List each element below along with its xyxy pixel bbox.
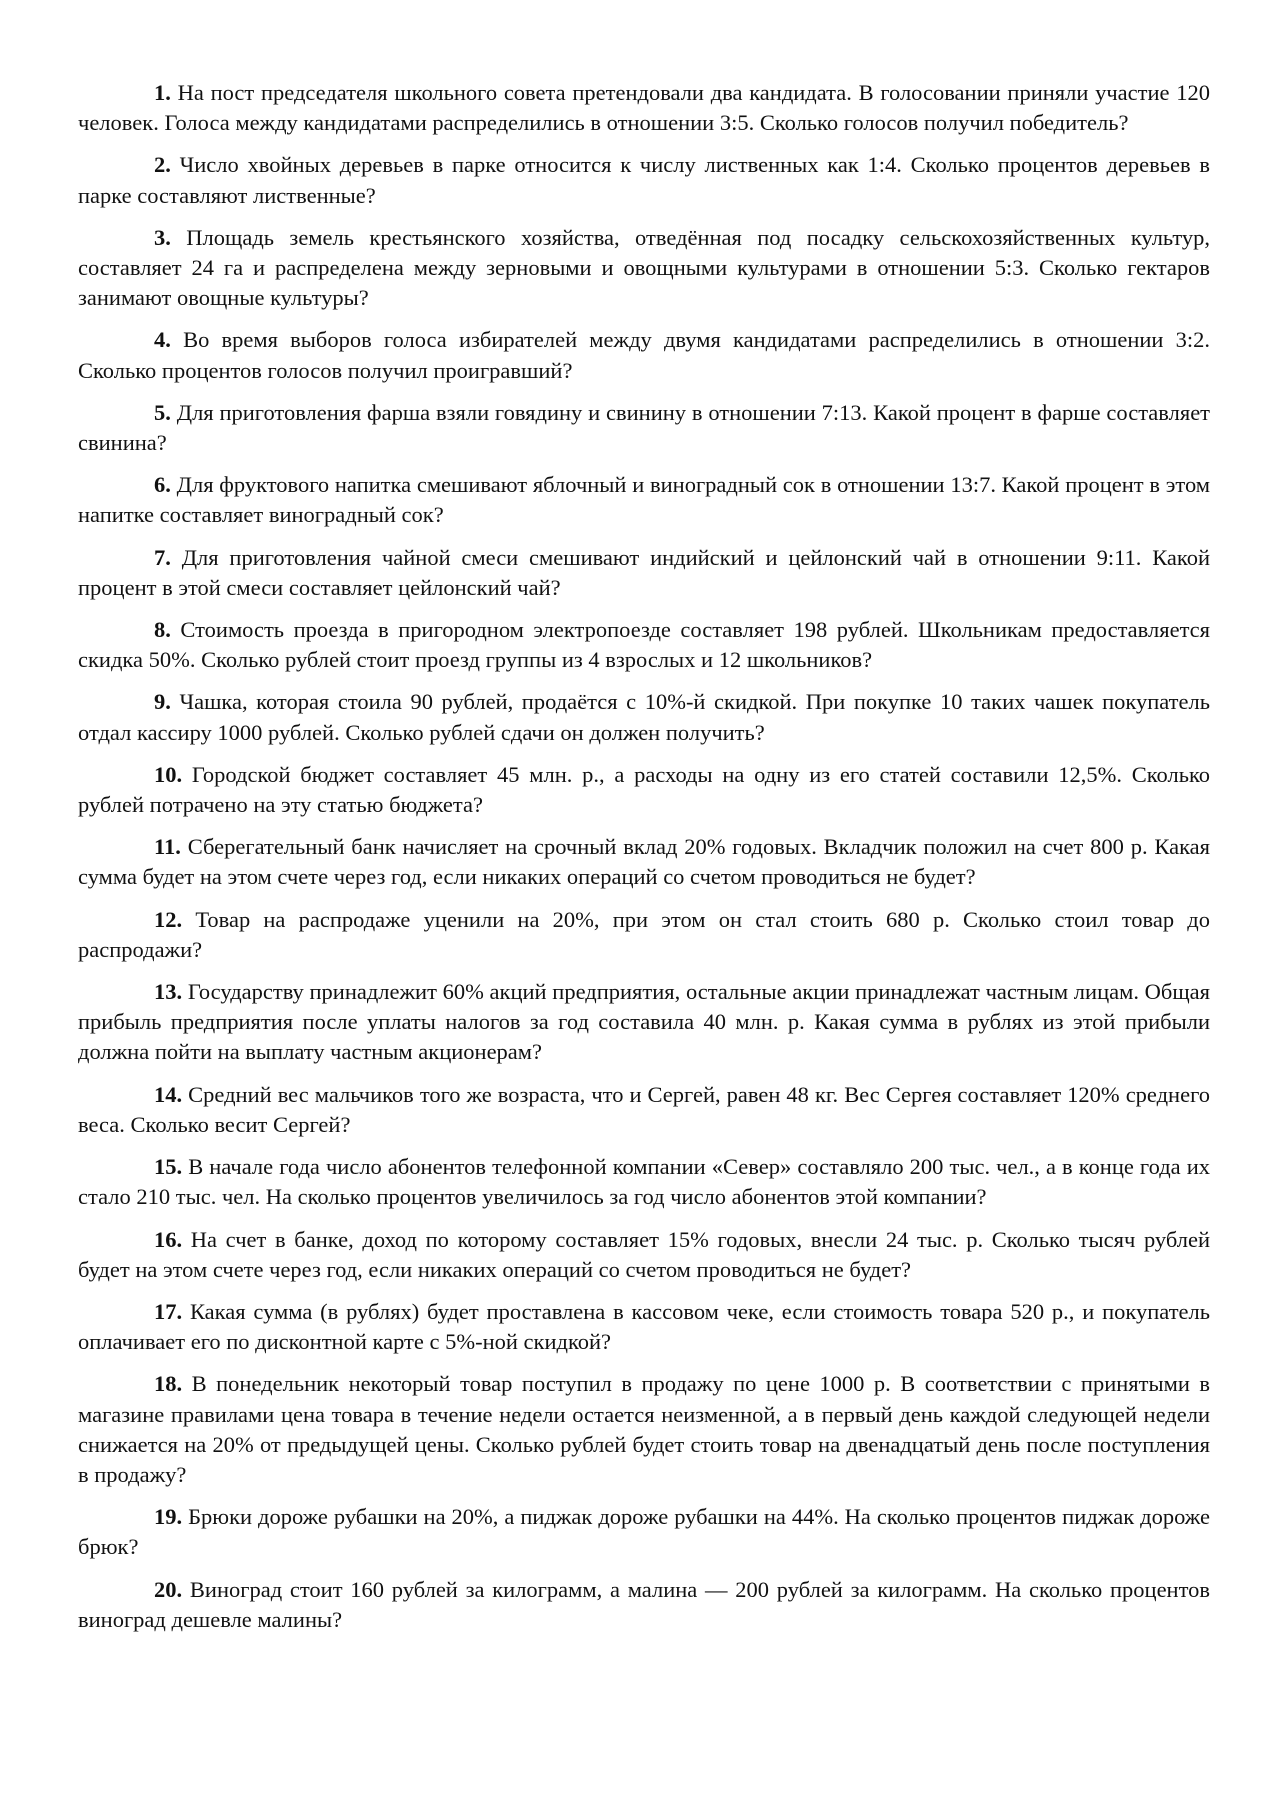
problem-item xyxy=(78,615,1210,675)
problem-text: На пост председателя школьного совета претендовали два кандидата. В голосовании приняли участие 120 человек. Голоса между кандидатами распределились в отношении 3:5. Сколько голосов получил победитель? xyxy=(78,80,1210,136)
problem-text: Для приготовления фарша взяли говядину и свинину в отношении 7:13. Какой процент в фарше составляет свинина? xyxy=(78,399,1211,456)
problem-item xyxy=(78,398,1210,458)
problem-text: Средний вес мальчиков того же возраста, что и Сергей, равен 48 кг. Вес Сергея составляет 120% среднего веса. Сколько весит Сергей? xyxy=(78,1081,1211,1137)
problem-number: 14. xyxy=(154,1081,183,1107)
problem-item xyxy=(78,1575,1210,1635)
problem-item xyxy=(78,223,1210,314)
problem-number: 8. xyxy=(154,617,171,643)
problem-number: 17. xyxy=(154,1298,183,1324)
problem-number: 3. xyxy=(154,224,171,250)
problem-item xyxy=(78,977,1210,1068)
problem-number: 13. xyxy=(154,979,183,1005)
problem-number: 16. xyxy=(154,1226,183,1252)
problem-number: 2. xyxy=(154,152,171,178)
problem-number: 1. xyxy=(154,80,171,105)
problem-number: 18. xyxy=(154,1371,183,1397)
problem-item xyxy=(78,1297,1210,1357)
problem-item xyxy=(78,832,1210,892)
problem-item xyxy=(78,687,1210,747)
problem-text: На счет в банке, доход по которому составляет 15% годовых, внесли 24 тыс. р. Сколько тысяч рублей будет на этом счете через год, если никаких операций со счетом проводиться не будет? xyxy=(78,1226,1210,1282)
problem-number: 19. xyxy=(154,1504,183,1530)
problem-item xyxy=(78,1152,1210,1212)
problem-text: Товар на распродаже уценили на 20%, при этом он стал стоить 680 р. Сколько стоил товар до распродажи? xyxy=(78,906,1210,962)
problem-number: 11. xyxy=(154,834,181,860)
problem-text: Для фруктового напитка смешивают яблочный и виноградный сок в отношении 13:7. Какой процент в этом напитке составляет виноградный сок? xyxy=(78,472,1211,528)
problem-item xyxy=(78,1080,1210,1140)
problem-number: 10. xyxy=(154,761,183,787)
problem-item xyxy=(78,543,1210,603)
problem-text: Стоимость проезда в пригородном электропоезде составляет 198 рублей. Школьникам предоставляется скидка 50%. Сколько рублей стоит проезд группы из 4 взрослых и 12 школьников? xyxy=(78,617,1211,673)
problem-item xyxy=(78,1369,1210,1490)
problem-text: Какая сумма (в рублях) будет проставлена в кассовом чеке, если стоимость товара 520 р., и покупатель оплачивает его по дисконтной карте с 5%-ной скидкой? xyxy=(78,1298,1210,1355)
problem-number: 5. xyxy=(154,399,171,425)
problem-item xyxy=(78,1502,1210,1562)
problem-text: В начале года число абонентов телефонной компании «Север» составляло 200 тыс. чел., а в конце года их стало 210 тыс. чел. На сколько процентов увеличилось за год число абонентов этой компании? xyxy=(78,1154,1211,1210)
problem-number: 4. xyxy=(154,327,171,353)
problem-text: Во время выборов голоса избирателей между двумя кандидатами распределились в отношении 3:2. Сколько процентов голосов получил проигравший? xyxy=(78,327,1210,383)
problem-text: Государству принадлежит 60% акций предприятия, остальные акции принадлежат частным лицам. Общая прибыль предприятия после уплаты налогов за год составила 40 млн. р. Какая сумма в рублях из этой прибыли должна пойти на выплату частным акционерам? xyxy=(78,979,1211,1065)
problem-text: Для приготовления чайной смеси смешивают индийский и цейлонский чай в отношении 9:11. Какой процент в этой смеси составляет цейлонский чай? xyxy=(78,544,1211,600)
problem-text: Площадь земель крестьянского хозяйства, отведённая под посадку сельскохозяйственных культур, составляет 24 га и распределена между зерновыми и овощными культурами в отношении 5:3. Сколько гектаров занимают овощные культуры? xyxy=(78,224,1210,311)
problem-text: Чашка, которая стоила 90 рублей, продаётся с 10%-й скидкой. При покупке 10 таких чашек покупатель отдал кассиру 1000 рублей. Сколько рублей сдачи он должен получить? xyxy=(78,689,1210,745)
problem-number: 12. xyxy=(154,906,183,932)
problem-text: Брюки дороже рубашки на 20%, а пиджак дороже рубашки на 44%. На сколько процентов пиджак дороже брюк? xyxy=(78,1504,1210,1560)
problem-text: Число хвойных деревьев в парке относится к числу лиственных как 1:4. Сколько процентов деревьев в парке составляют лиственные? xyxy=(78,152,1211,208)
problem-number: 20. xyxy=(154,1576,183,1602)
problem-number: 9. xyxy=(154,689,171,715)
problem-item xyxy=(78,905,1210,965)
problem-item xyxy=(78,325,1210,385)
problem-text: В понедельник некоторый товар поступил в продажу по цене 1000 р. В соответствии с принятыми в магазине правилами цена товара в течение недели остается неизменной, а в первый день каждой следующей недели снижается на 20% от предыдущей цены. Сколько рублей будет стоить товар на двенадцатый день после поступления в продажу? xyxy=(78,1371,1210,1487)
problem-item xyxy=(78,150,1210,210)
problem-text: Городской бюджет составляет 45 млн. р., а расходы на одну из его статей составили 12,5%. Сколько рублей потрачено на эту статью бюджета? xyxy=(78,761,1210,818)
problem-item xyxy=(78,1225,1210,1285)
problem-text: Виноград стоит 160 рублей за килограмм, а малина — 200 рублей за килограмм. На сколько процентов виноград дешевле малины? xyxy=(78,1576,1211,1632)
problem-list xyxy=(78,78,1210,1647)
problem-number: 6. xyxy=(154,472,171,498)
problem-number: 15. xyxy=(154,1154,183,1180)
problem-item xyxy=(78,78,1210,138)
problem-text: Сберегательный банк начисляет на срочный вклад 20% годовых. Вкладчик положил на счет 800 р. Какая сумма будет на этом счете через год, если никаких операций со счетом проводиться не будет? xyxy=(78,834,1210,890)
problem-number: 7. xyxy=(154,544,171,570)
problem-item xyxy=(78,470,1210,530)
problem-item xyxy=(78,760,1210,820)
